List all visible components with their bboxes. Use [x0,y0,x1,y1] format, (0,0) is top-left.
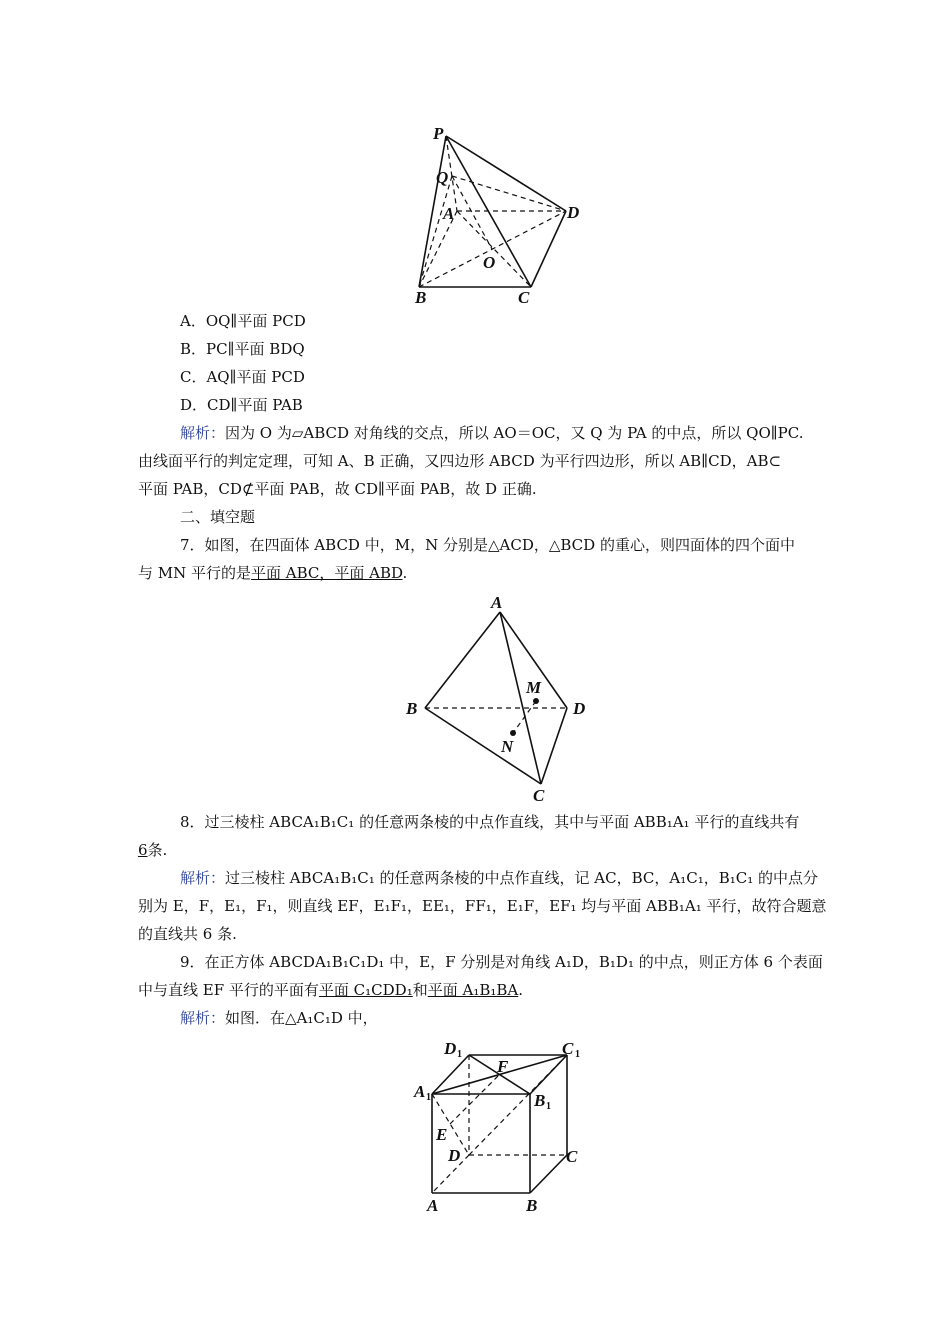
q8-solution-line1 [180,868,818,888]
label-C1: C [562,1039,574,1058]
label-N: N [501,737,514,756]
label-D: D [448,1146,461,1165]
label-B2: B [406,699,418,718]
q8-line2 [138,840,167,860]
q9-line2 [138,980,523,1000]
figure-cube [405,1032,595,1222]
label-C: C [566,1147,578,1166]
figure-pyramid [400,115,600,315]
solution-label: 解析： [180,1009,226,1027]
label-O: O [483,253,496,272]
label-D: D [567,203,580,222]
option-c: C．AQ∥平面 PCD [180,368,305,386]
q9-answer1: 平面 C₁CDD₁ [318,981,413,999]
label-C2: C [533,786,545,805]
sub-A1: 1 [426,1092,431,1103]
label-C: C [518,288,530,307]
label-E: E [436,1125,448,1144]
sub-C1: 1 [575,1049,580,1060]
q6-solution-text1: 因为 O 为▱ABCD 对角线的交点，所以 AO＝OC，又 Q 为 PA 的中点，所以 QO∥PC. [225,424,804,442]
label-A: A [427,1196,439,1215]
q9-answer2: 平面 A₁B₁BA [427,981,519,999]
label-B: B [526,1196,538,1215]
q8-line2-post: 条. [147,841,168,859]
label-A: A [443,204,455,223]
label-P: P [433,124,444,143]
sub-D1: 1 [457,1049,462,1060]
label-D2: D [573,699,586,718]
q6-solution-line2: 由线面平行的判定定理，可知 A、B 正确，又四边形 ABCD 为平行四边形，所以 AB∥CD，AB⊂ [138,452,782,470]
option-a: A．OQ∥平面 PCD [180,312,306,330]
q7-line2-pre: 与 MN 平行的是 [138,564,252,582]
q6-solution-line3: 平面 PAB，CD⊄平面 PAB，故 CD∥平面 PAB，故 D 正确. [138,480,537,498]
solution-label: 解析： [180,424,226,442]
q8-line1: 8．过三棱柱 ABCA₁B₁C₁ 的任意两条棱的中点作直线，其中与平面 ABB₁A₁ 平行的直线共有 [180,813,800,831]
solution-label: 解析： [180,869,226,887]
q7-line1: 7．如图，在四面体 ABCD 中，M，N 分别是△ACD，△BCD 的重心，则四面体的四个面中 [180,536,795,554]
label-B: B [415,288,427,307]
sub-B1: 1 [546,1101,551,1112]
label-A2: A [491,593,503,612]
q9-solution [180,1008,378,1028]
q7-line2 [138,563,407,583]
label-F: F [497,1057,509,1076]
label-M: M [526,678,542,697]
option-b: B．PC∥平面 BDQ [180,340,305,358]
q9-mid: 和 [412,981,428,999]
q9-line2-pre: 中与直线 EF 平行的平面有 [138,981,319,999]
label-B1: B [534,1091,546,1110]
section-title: 二、填空题 [180,508,256,526]
label-D1: D [444,1039,457,1058]
q6-solution-line1 [180,423,803,443]
q8-solution-text1: 过三棱柱 ABCA₁B₁C₁ 的任意两条棱的中点作直线，记 AC，BC，A₁C₁，B₁C₁ 的中点分 [225,869,819,887]
q8-solution-line3: 的直线共 6 条. [138,925,237,943]
option-d: D．CD∥平面 PAB [180,396,303,414]
q8-solution-line2: 别为 E，F，E₁，F₁，则直线 EF，E₁F₁，EE₁，FF₁，E₁F，EF₁ 均与平面 ABB₁A₁ 平行，故符合题意 [138,897,827,915]
q8-answer: 6 [138,841,148,859]
label-A1: A [414,1082,426,1101]
q7-line2-post: . [402,564,408,582]
label-Q: Q [436,168,449,187]
q7-answer: 平面 ABC，平面 ABD [251,564,403,582]
q9-line2-post: . [518,981,524,999]
figure-tetrahedron [395,590,605,805]
q9-line1: 9．在正方体 ABCDA₁B₁C₁D₁ 中，E，F 分别是对角线 A₁D，B₁D₁ 的中点，则正方体 6 个表面 [180,953,823,971]
q9-solution-text: 如图．在△A₁C₁D 中， [225,1009,378,1027]
